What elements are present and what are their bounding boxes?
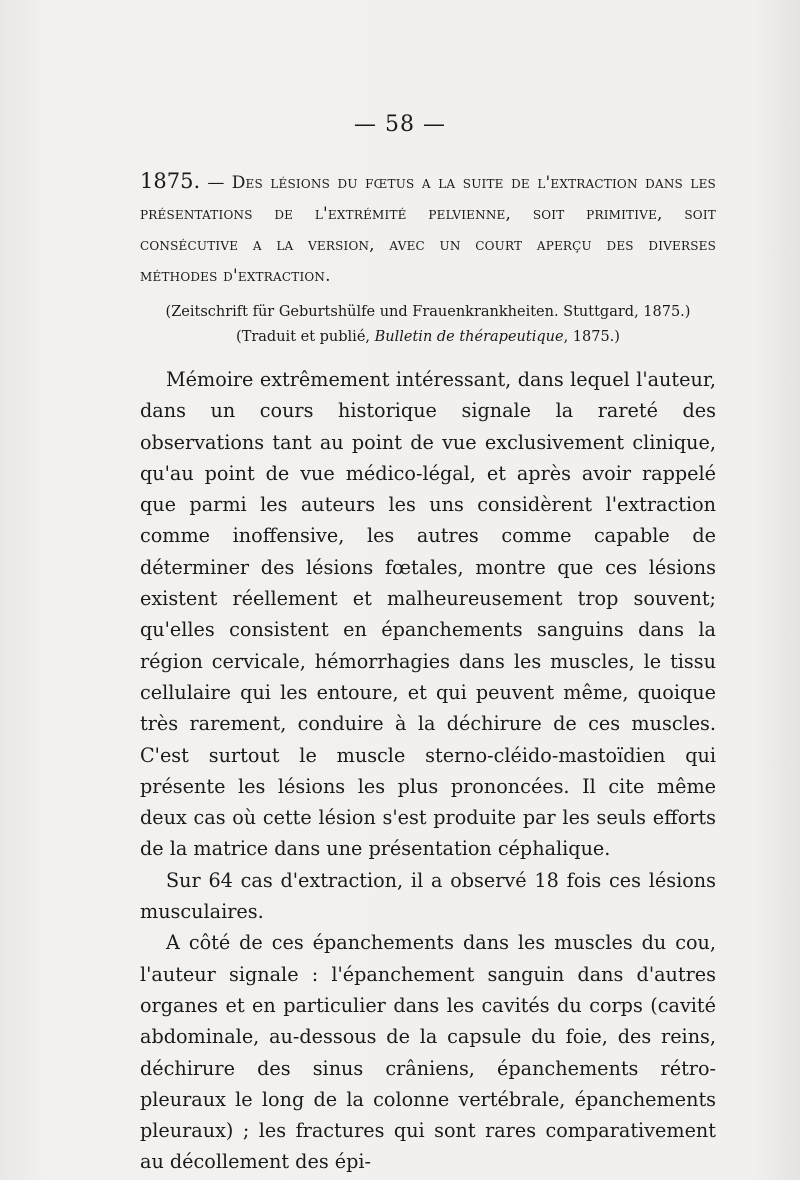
source-line-2: [140, 325, 716, 350]
paragraph: Mémoire extrêmement intéressant, dans lequel l'auteur, dans un cours historique signale la rareté des observations tant au point de vue exclusivement clinique, qu'au point de vue médico-légal, et après avoir rappelé que parmi les auteurs les uns considèrent l'extraction comme inoffensive, les autres comme capable de déterminer des lésions fœtales, montre que ces lésions existent réellement et malheureusement trop souvent; qu'elles consistent en épanchements sanguins dans la région cervicale, hémorrhagies dans les muscles, le tissu cellulaire qui les entoure, et qui peuvent même, quoique très rarement, conduire à la déchirure de ces muscles. C'est surtout le muscle sterno-cléido-mastoïdien qui présente les lésions les plus prononcées. Il cite même deux cas où cette lésion s'est produite par les seuls efforts de la matrice dans une présentation céphalique.: [140, 368, 716, 861]
entry-heading: [140, 166, 716, 292]
source-line-1: (Zeitschrift für Geburtshülfe und Frauenkrankheiten. Stuttgard, 1875.): [165, 304, 691, 320]
entry-title: Des lésions du fœtus a la suite de l'extraction dans les présentations de l'extrémité pelvienne, soit primitive, soit consécutive a la version, avec un court aperçu des diverses méthodes d'extraction.: [140, 173, 716, 286]
paragraph: A côté de ces épanchements dans les muscles du cou, l'auteur signale : l'épanchement sanguin dans d'autres organes et en particulier dans les cavités du corps (cavité abdominale, au-dessous de la capsule du foie, des reins, déchirure des sinus crâniens, épanchements rétro-pleuraux le long de la colonne vertébrale, épanchements pleuraux) ; les fractures qui sont rares comparativement au décollement des épi-: [140, 931, 716, 1174]
entry-dash: —: [200, 173, 232, 193]
page-number: — 58 —: [354, 112, 446, 137]
source-journal-title: Bulletin de thérapeutique: [374, 329, 564, 345]
source-line-2-suffix: , 1875.): [563, 329, 620, 345]
body-text: [140, 364, 716, 1178]
source-line-2-prefix: (Traduit et publié,: [236, 329, 375, 345]
source-citation: [140, 300, 716, 350]
text-column: [140, 166, 716, 1178]
paragraph: Sur 64 cas d'extraction, il a observé 18 fois ces lésions musculaires.: [140, 868, 716, 924]
entry-year: 1875.: [140, 169, 201, 193]
